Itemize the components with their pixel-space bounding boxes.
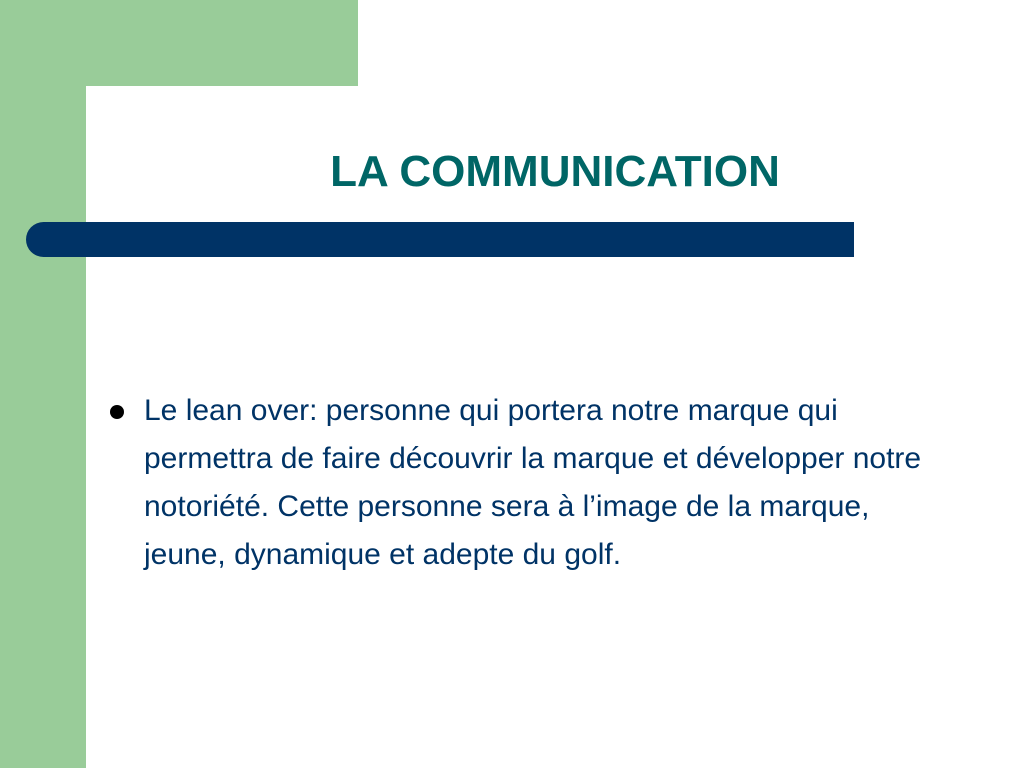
green-left-decoration	[0, 0, 86, 768]
title-underline-bar	[26, 222, 854, 257]
slide-title: LA COMMUNICATION	[330, 147, 780, 196]
bullet-list	[100, 387, 950, 579]
bullet-list-item	[100, 387, 950, 579]
bullet-text: Le lean over: personne qui portera notre marque qui permettra de faire découvrir la marque et développer notre notoriété. Cette personne sera à l’image de la marque, jeune, dynamique et adepte du golf.	[144, 394, 922, 571]
bullet-dot-icon	[110, 405, 124, 419]
